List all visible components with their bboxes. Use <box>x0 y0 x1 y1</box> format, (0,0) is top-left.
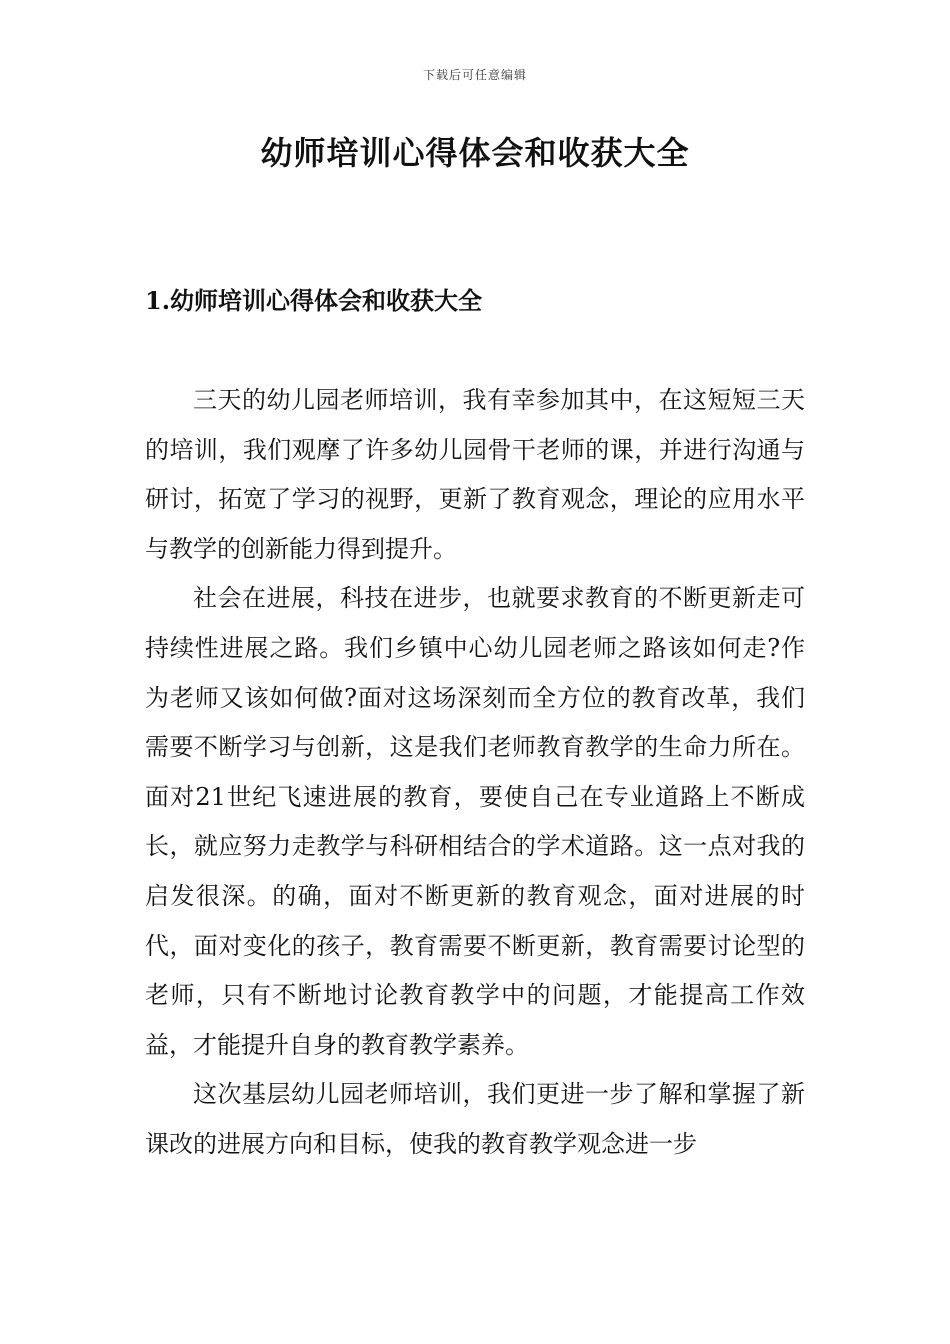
document-title: 幼师培训心得体会和收获大全 <box>260 134 690 172</box>
header-note: 下载后可任意编辑 <box>422 68 527 82</box>
paragraph: 三天的幼儿园老师培训，我有幸参加其中，在这短短三天的培训，我们观摩了许多幼儿园骨干老师的课，并进行沟通与研讨，拓宽了学习的视野，更新了教育观念，理论的应用水平与教学的创新能力得到提升。 <box>145 386 805 563</box>
paragraph: 社会在进展，科技在进步，也就要求教育的不断更新走可持续性进展之路。我们乡镇中心幼儿园老师之路该如何走?作为老师又该如何做?面对这场深刻而全方位的教育改革，我们需要不断学习与创新，这是我们老师教育教学的生命力所在。面对21世纪飞速进展的教育，要使自己在专业道路上不断成长，就应努力走教学与科研相结合的学术道路。这一点对我的启发很深。的确，面对不断更新的教育观念，面对进展的时代，面对变化的孩子，教育需要不断更新，教育需要讨论型的老师，只有不断地讨论教育教学中的问题，才能提高工作效益，才能提升自身的教育教学素养。 <box>145 584 805 1059</box>
section-heading: 1.幼师培训心得体会和收获大全 <box>145 286 483 315</box>
paragraph: 这次基层幼儿园老师培训，我们更进一步了解和掌握了新课改的进展方向和目标，使我的教育教学观念进一步 <box>145 1080 805 1158</box>
body-text <box>145 376 805 1170</box>
